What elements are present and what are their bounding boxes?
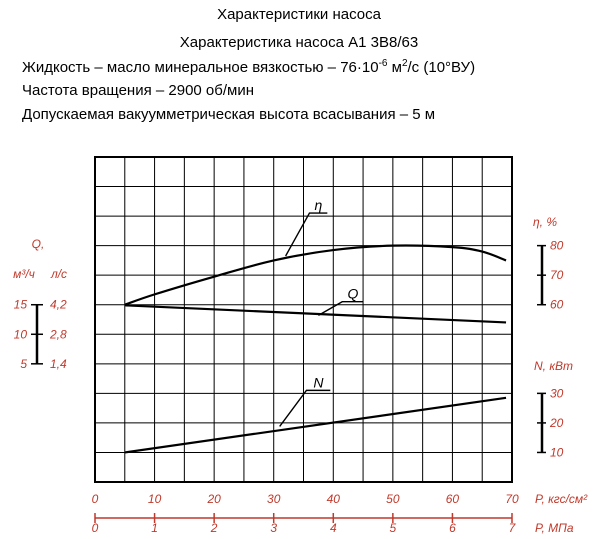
x-axis-label: P, кгс/см² — [535, 492, 588, 506]
liquid-exp: -6 — [378, 58, 388, 69]
q-tick-m3h: 5 — [20, 356, 27, 371]
liquid-text-pre: Жидкость – масло минеральное вязкостью – 76·10 — [22, 59, 379, 76]
curve-n — [125, 398, 506, 453]
x2-axis-label: P, МПа — [535, 521, 574, 535]
liquid-exp2: 2 — [401, 58, 408, 69]
q-tick-m3h: 10 — [13, 327, 27, 342]
x-tick-label: 70 — [505, 492, 519, 506]
q-tick-m3h: 15 — [13, 297, 27, 312]
x2-tick-label: 1 — [151, 521, 158, 535]
x-tick-label: 60 — [445, 492, 460, 506]
x2-tick-label: 7 — [508, 521, 516, 535]
x-tick-label: 20 — [207, 492, 221, 506]
x-tick-label: 40 — [326, 492, 340, 506]
eta-tick-label: 70 — [550, 268, 564, 283]
q-axis-symbol: Q, — [31, 237, 45, 251]
n-tick-label: 20 — [550, 415, 564, 430]
x-tick-label: 0 — [91, 492, 99, 506]
n-axis-label: N, кВт — [534, 359, 573, 373]
n-leader — [280, 390, 331, 426]
x-tick-label: 10 — [147, 492, 162, 506]
chart-title: Характеристики насоса — [217, 6, 381, 23]
suction-line: Допускаемая вакуумметрическая высота всасывания – 5 м — [22, 106, 436, 123]
q-tick-ls: 2,8 — [50, 327, 67, 342]
x2-tick-label: 6 — [449, 521, 456, 535]
liquid-text-mid: м — [387, 59, 402, 76]
q-curve-label: Q — [347, 285, 359, 302]
n-tick-label: 10 — [550, 445, 564, 460]
q-tick-ls: 4,2 — [50, 297, 67, 312]
x-tick-label: 50 — [386, 492, 400, 506]
x2-tick-label: 3 — [270, 521, 278, 535]
q-tick-ls: 1,4 — [50, 356, 67, 371]
n-tick-label: 30 — [550, 386, 564, 401]
chart-subtitle: Характеристика насоса А1 3В8/63 — [179, 34, 419, 51]
n-curve-label: N — [313, 374, 324, 391]
curve-q — [125, 305, 506, 322]
eta-leader — [286, 213, 328, 256]
x2-tick-label: 2 — [210, 521, 218, 535]
x2-tick-label: 4 — [329, 521, 337, 535]
eta-curve-label: η — [314, 197, 323, 214]
eta-tick-label: 80 — [550, 238, 564, 253]
x2-tick-label: 5 — [389, 521, 397, 535]
x2-tick-label: 0 — [91, 521, 99, 535]
q-axis-unit-m3h: м³/ч — [13, 267, 35, 281]
speed-line: Частота вращения – 2900 об/мин — [22, 82, 255, 99]
q-axis-unit-ls: л/с — [50, 267, 68, 281]
x-tick-label: 30 — [267, 492, 281, 506]
chart-labels — [13, 197, 588, 535]
eta-tick-label: 60 — [550, 297, 564, 312]
eta-axis-label: η, % — [533, 215, 557, 229]
chart-curves — [125, 213, 506, 452]
liquid-text-post: /с (10°ВУ) — [407, 59, 476, 76]
